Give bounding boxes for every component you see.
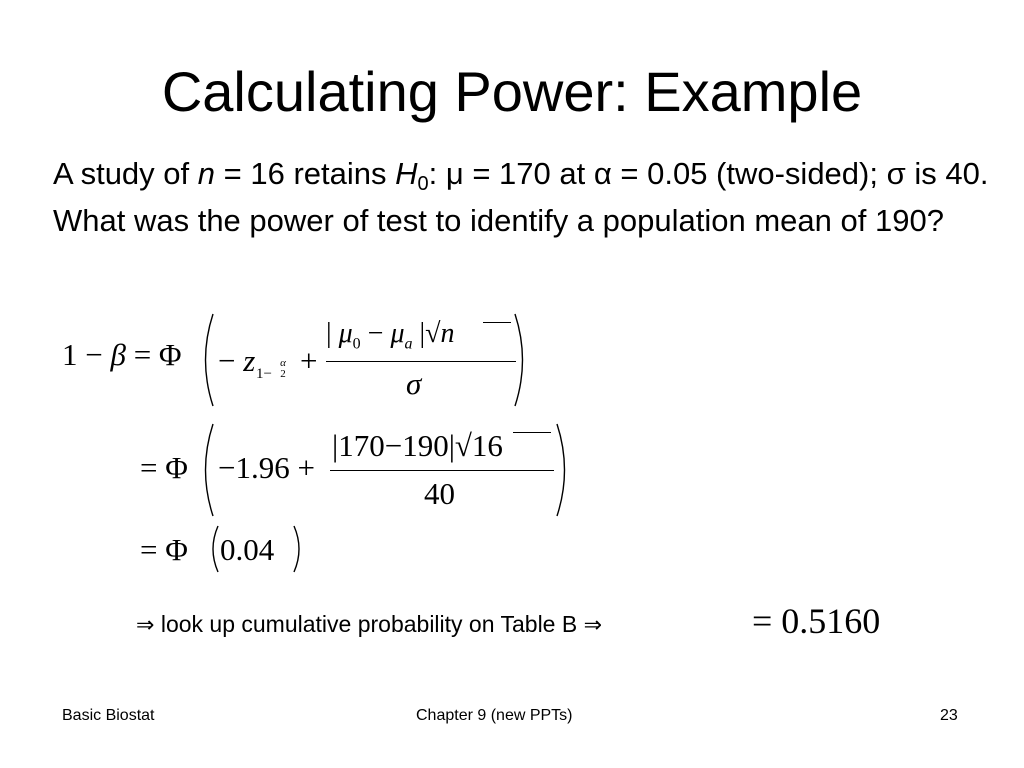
eq2-numerator-diff: |170−190| [332,428,455,463]
eq1-numerator [326,318,455,354]
eq2-fraction-bar [330,470,554,471]
implies-arrow-icon: ⇒ [583,613,603,638]
footer-center: Chapter 9 (new PPTs) [416,707,573,724]
statement-part-2: = 16 retains [215,156,396,191]
eq1-minus-sign: − [218,343,244,378]
eq3-equals-phi: = Φ [140,532,188,567]
eq1-z-subscript [256,366,272,383]
lookup-text: look up cumulative probability on Table B [154,611,584,637]
implies-arrow-icon: ⇒ [136,613,155,638]
eq1-minus: − [360,318,391,349]
power-result: = 0.5160 [752,601,881,641]
eq2-numerator [332,428,503,464]
eq1-sigma: σ [406,366,422,401]
statement-part-3: : μ = 170 at α = 0.05 (two-sided); σ is 40. What was the power of test to identify a population mean of 190? [53,156,989,238]
eq1-mu0-sub: 0 [352,335,361,353]
eq1-abs-right: | [419,318,426,349]
eq1-z-sub-1: 1− [256,366,272,382]
eq2-term: −1.96 + [218,450,315,485]
eq1-mua-sub: a [404,335,413,353]
footer-left: Basic Biostat [62,707,155,724]
eq1-mu0: μ [338,318,353,349]
eq1-n: n [440,318,455,349]
eq1-plus: + [300,343,318,378]
eq1-beta: β [110,337,126,372]
eq2-sqrt-sign: √ [454,428,472,463]
eq1-sqrt-sign: √ [425,318,441,349]
variable-n: n [197,156,216,191]
page-number: 23 [940,707,958,724]
lookup-instruction [136,608,602,642]
eq1-left-paren [196,312,216,408]
eq1-fraction-bar [326,361,516,362]
eq2-denominator: 40 [424,476,455,511]
eq3-right-paren [292,524,306,574]
statement-part-1: A study of [53,156,198,191]
variable-h-subscript: 0 [417,173,429,195]
eq1-right-paren [512,312,532,408]
eq1-sqrt-bar [483,322,511,323]
eq2-right-paren [554,422,574,518]
eq2-left-paren [196,422,216,518]
eq2-sqrt-value: 16 [471,428,503,463]
variable-h: H [395,156,418,191]
eq1-z: z [243,343,256,378]
eq1-denominator [406,366,421,402]
eq1-lhs [62,337,182,373]
eq1-one-minus: 1 − [62,337,111,372]
eq1-alpha-over-2 [278,358,288,380]
eq3-value: 0.04 [220,532,275,567]
eq2-equals-phi: = Φ [140,450,188,485]
eq3-left-paren [206,524,220,574]
eq1-minus-z [218,343,255,379]
eq1-mua: μ [390,318,405,349]
slide-title: Calculating Power: Example [161,60,863,123]
eq2-sqrt-bar [513,432,551,433]
eq1-alpha: α [280,357,286,369]
eq1-two: 2 [280,368,286,380]
problem-statement [53,150,993,244]
eq1-abs-left: | [326,318,332,349]
eq1-equals-phi: = Φ [125,337,182,372]
